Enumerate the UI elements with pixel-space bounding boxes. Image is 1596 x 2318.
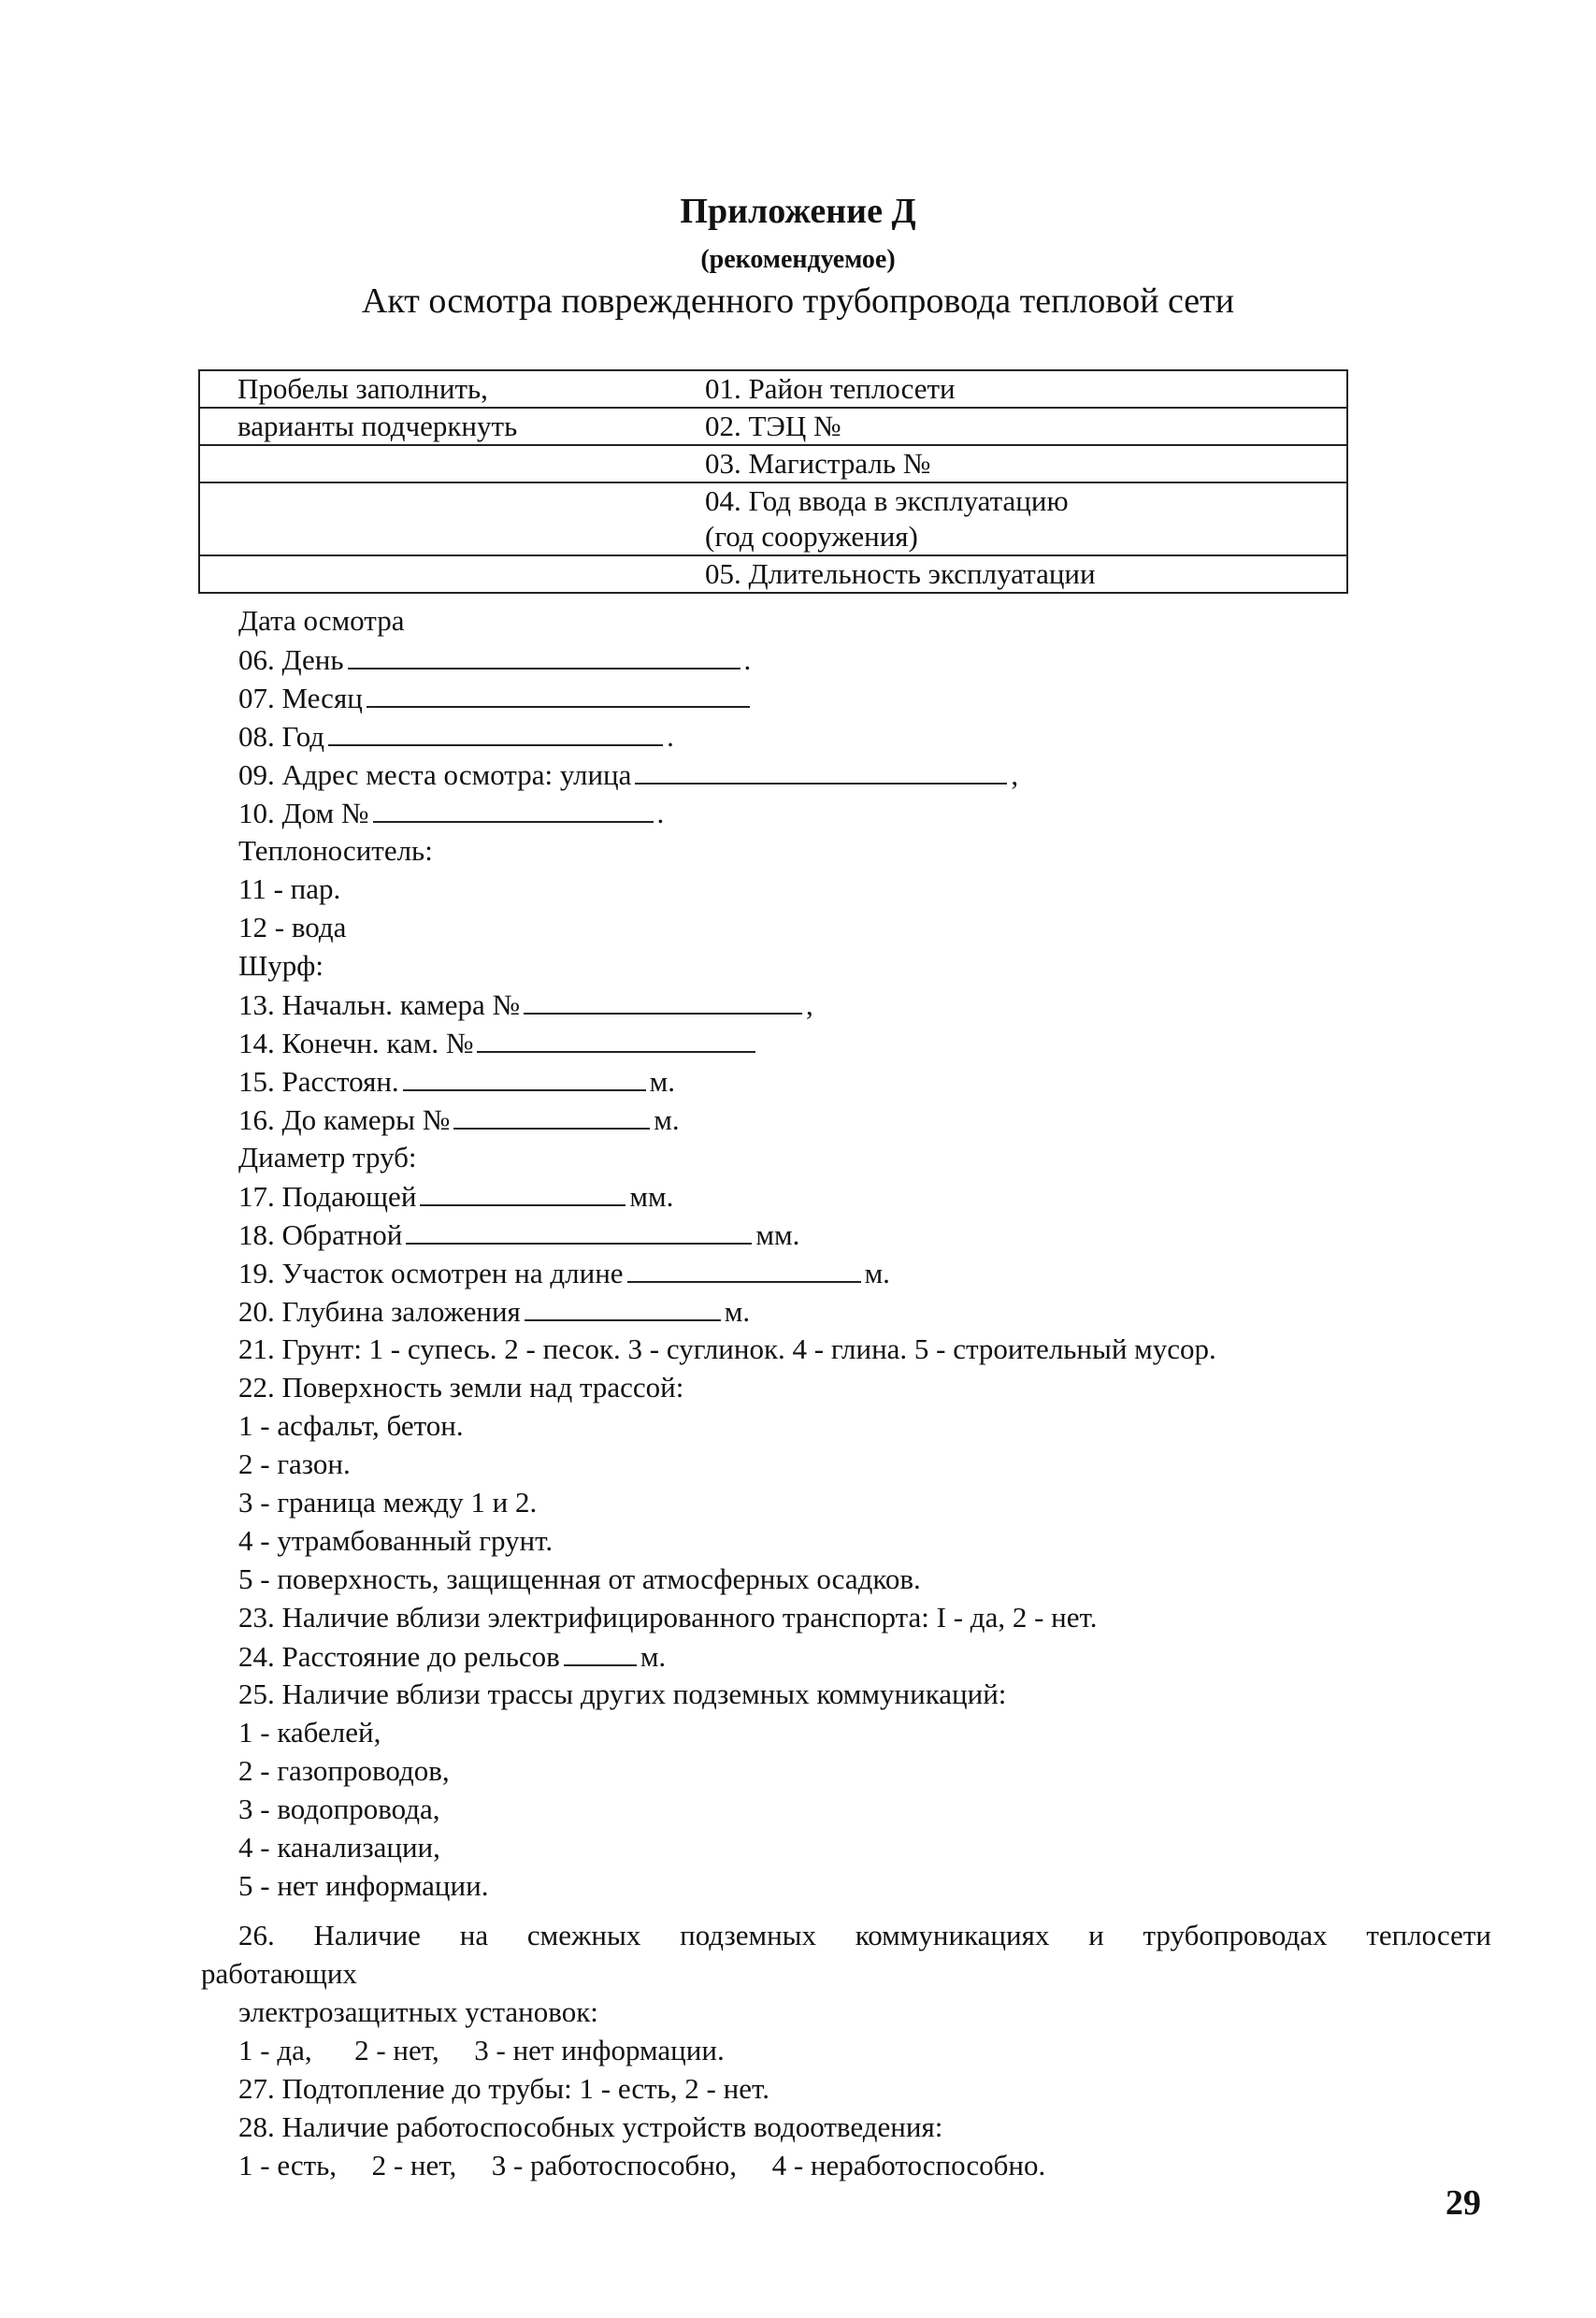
field-26-line2: работающих — [201, 1957, 357, 1990]
field-04-note: (год сооружения) — [705, 520, 918, 553]
appendix-subtitle: (рекомендуемое) — [700, 245, 896, 274]
field-10[interactable]: 10. Дом № . — [238, 793, 1491, 831]
option-12[interactable]: 12 - вода — [238, 911, 347, 943]
section-date: Дата осмотра — [238, 604, 405, 637]
field-14[interactable]: 14. Конечн. кам. № — [238, 1023, 1491, 1061]
field-22: 22. Поверхность земли над трассой: — [238, 1371, 684, 1404]
form-body-end — [238, 1993, 1491, 2184]
option-22-4[interactable]: 4 - утрамбованный грунт. — [238, 1524, 554, 1557]
option-22-3[interactable]: 3 - граница между 1 и 2. — [238, 1486, 538, 1519]
field-17[interactable]: 17. Подающей мм. — [238, 1176, 1491, 1215]
document-title: Акт осмотра поврежденного трубопровода тепловой сети — [361, 281, 1235, 321]
option-28-4[interactable]: 4 - неработоспособно. — [771, 2149, 1046, 2181]
form-body — [238, 601, 1491, 1905]
page-number: 29 — [1445, 2183, 1481, 2223]
field-26-options — [238, 2031, 1491, 2069]
field-02[interactable]: 02. ТЭЦ № — [705, 410, 841, 442]
field-23[interactable]: 23. Наличие вблизи электрифицированного транспорта: I - да, 2 - нет. — [238, 1601, 1098, 1634]
field-13[interactable]: 13. Начальн. камера № , — [238, 985, 1491, 1023]
field-09[interactable]: 09. Адрес места осмотра: улица , — [238, 755, 1491, 793]
field-18[interactable]: 18. Обратной мм. — [238, 1215, 1491, 1253]
option-22-5[interactable]: 5 - поверхность, защищенная от атмосферных осадков. — [238, 1562, 921, 1595]
field-26-line3: электрозащитных установок: — [238, 1995, 598, 2028]
section-carrier: Теплоноситель: — [238, 834, 433, 867]
option-22-2[interactable]: 2 - газон. — [238, 1447, 351, 1480]
field-26 — [201, 1916, 1491, 1993]
option-26-3[interactable]: 3 - нет информации. — [474, 2034, 725, 2066]
field-03[interactable]: 03. Магистраль № — [705, 447, 931, 480]
option-26-1[interactable]: 1 - да, — [238, 2034, 312, 2066]
field-24[interactable]: 24. Расстояние до рельсов м. — [238, 1636, 1491, 1675]
field-08[interactable]: 08. Год . — [238, 716, 1491, 755]
option-28-3[interactable]: 3 - работоспособно, — [491, 2149, 738, 2181]
instruction-fill: Пробелы заполнить, — [237, 372, 488, 405]
field-28-options — [238, 2146, 1491, 2184]
field-25: 25. Наличие вблизи трассы других подземных коммуникаций: — [238, 1677, 1007, 1710]
field-05[interactable]: 05. Длительность эксплуатации — [705, 557, 1096, 590]
option-25-3[interactable]: 3 - водопровода, — [238, 1792, 440, 1825]
field-28: 28. Наличие работоспособных устройств водоотведения: — [238, 2110, 943, 2143]
field-20[interactable]: 20. Глубина заложения м. — [238, 1291, 1491, 1330]
field-19[interactable]: 19. Участок осмотрен на длине м. — [238, 1253, 1491, 1291]
section-diameter: Диаметр труб: — [238, 1141, 417, 1173]
field-21[interactable]: 21. Грунт: 1 - супесь. 2 - песок. 3 - суглинок. 4 - глина. 5 - строительный мусор. — [238, 1332, 1216, 1365]
instruction-underline: варианты подчеркнуть — [237, 410, 518, 442]
field-01[interactable]: 01. Район теплосети — [705, 372, 956, 405]
option-11[interactable]: 11 - пар. — [238, 872, 341, 905]
header-form-table — [198, 369, 1348, 594]
option-25-2[interactable]: 2 - газопроводов, — [238, 1754, 450, 1787]
option-22-1[interactable]: 1 - асфальт, бетон. — [238, 1409, 464, 1442]
field-04[interactable]: 04. Год ввода в эксплуатацию — [705, 484, 1069, 517]
field-16[interactable]: 16. До камеры № м. — [238, 1100, 1491, 1138]
field-27[interactable]: 27. Подтопление до трубы: 1 - есть, 2 - нет. — [238, 2072, 769, 2105]
option-28-2[interactable]: 2 - нет, — [371, 2149, 457, 2181]
field-15[interactable]: 15. Расстоян. м. — [238, 1061, 1491, 1100]
option-25-1[interactable]: 1 - кабелей, — [238, 1716, 381, 1749]
option-25-5[interactable]: 5 - нет информации. — [238, 1869, 489, 1902]
option-25-4[interactable]: 4 - канализации, — [238, 1831, 440, 1864]
field-06[interactable]: 06. День . — [238, 640, 1491, 678]
field-26-line1: 26. Наличие на смежных подземных коммуникациях и трубопроводах теплосети — [238, 1919, 1491, 1951]
option-28-1[interactable]: 1 - есть, — [238, 2149, 338, 2181]
field-07[interactable]: 07. Месяц — [238, 678, 1491, 716]
section-pit: Шурф: — [238, 949, 324, 982]
appendix-title: Приложение Д — [680, 192, 916, 231]
option-26-2[interactable]: 2 - нет, — [354, 2034, 439, 2066]
